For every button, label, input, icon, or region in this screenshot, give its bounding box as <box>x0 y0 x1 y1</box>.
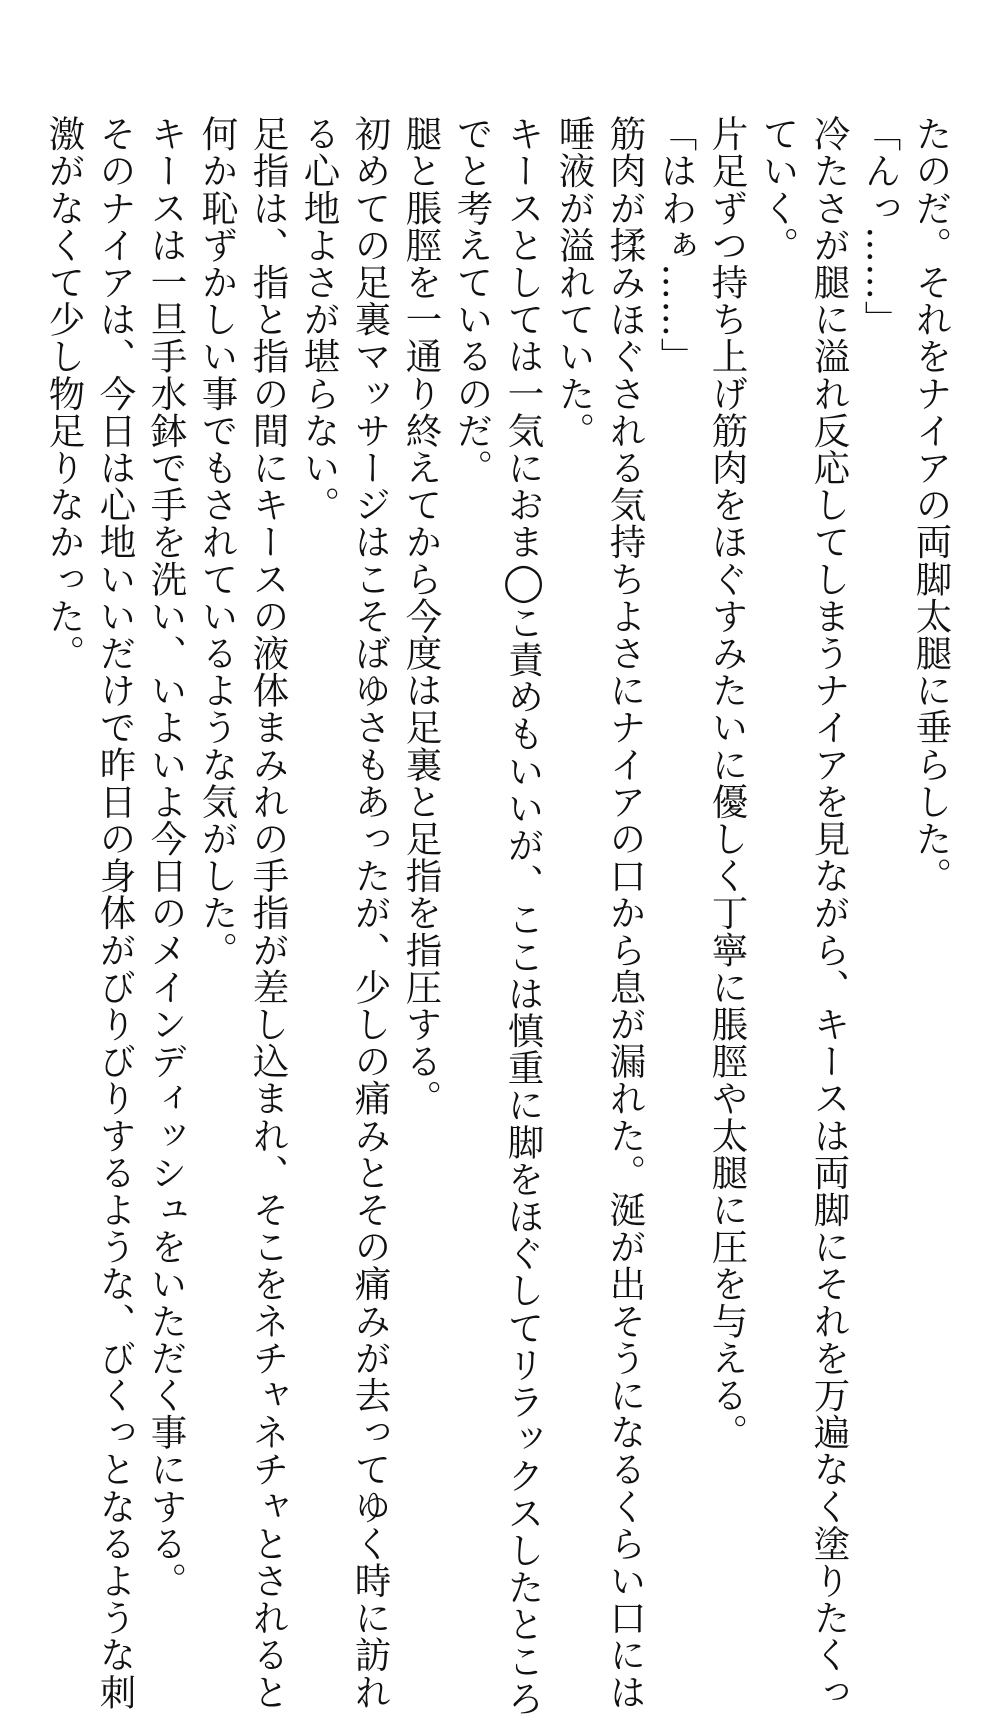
text-line-1: たのだ。それをナイアの両脚太腿に垂らした。 <box>910 115 953 895</box>
text-line-15: 何か恥ずかしい事でもされているような気がした。 <box>196 115 239 969</box>
text-line-10: でと考えているのだ。 <box>451 115 494 486</box>
text-line-12: 初めての足裏マッサージはこそばゆさもあったが、少しの痛みとその痛みが去ってゆく時に訪れ <box>349 115 392 1711</box>
text-line-7: 筋肉が揉みほぐされる気持ちよさにナイアの口から息が漏れた。涎が出そうになるくらい口には <box>604 115 647 1711</box>
text-line-16: キースは一旦手水鉢で手を洗い、いよいよ今日のメインディッシュをいただく事にする。 <box>145 115 188 1599</box>
text-line-4: ていく。 <box>757 115 800 264</box>
text-line-5: 片足ずつ持ち上げ筋肉をほぐすみたいに優しく丁寧に脹脛や太腿に圧を与える。 <box>706 115 749 1451</box>
text-line-6: 「はわぁ……」 <box>655 115 698 375</box>
text-line-9: キースとしては一気におま◯こ責めもいいが、ここは慎重に脚をほぐしてリラックスしたところ <box>502 115 545 1717</box>
text-line-8: 唾液が溢れていた。 <box>553 115 596 449</box>
text-line-3: 冷たさが腿に溢れ反応してしまうナイアを見ながら、キースは両脚にそれを万遍なく塗りたくっ <box>808 115 851 1711</box>
text-line-2: 「んっ……」 <box>859 115 902 338</box>
text-line-17: そのナイアは、今日は心地いいだけで昨日の身体がびりびりするような、びくっとなるような刺 <box>94 115 137 1711</box>
text-line-11: 腿と脹脛を一通り終えてから今度は足裏と足指を指圧する。 <box>400 115 443 1117</box>
text-line-14: 足指は、指と指の間にキースの液体まみれの手指が差し込まれ、そこをネチャネチャとされると <box>247 115 290 1711</box>
text-line-13: る心地よさが堪らない。 <box>298 115 341 524</box>
text-line-18: 激がなくて少し物足りなかった。 <box>43 115 86 672</box>
